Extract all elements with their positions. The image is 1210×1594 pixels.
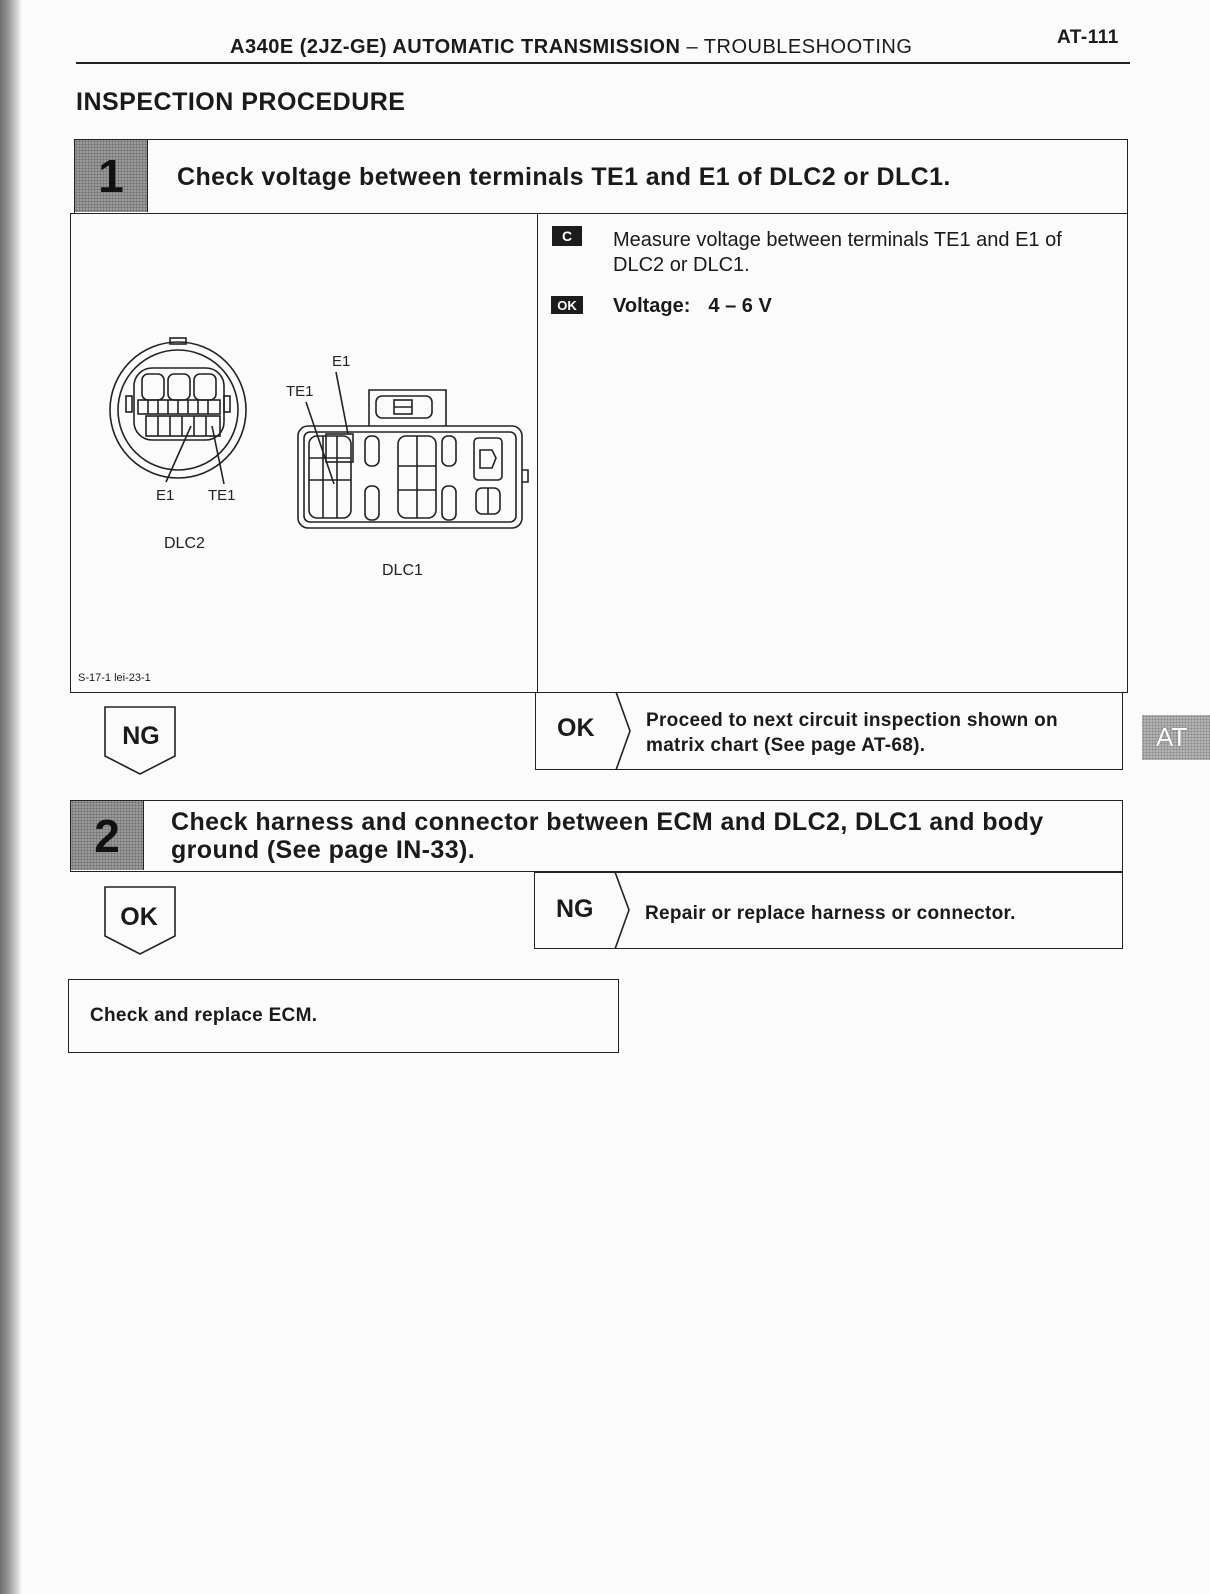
header-rule bbox=[76, 62, 1130, 64]
step1-title: Check voltage between terminals TE1 and E1 of DLC2 or DLC1. bbox=[177, 163, 951, 191]
step2-number-badge: 2 bbox=[71, 801, 144, 870]
step1-body-divider bbox=[537, 213, 538, 693]
final-action-text: Check and replace ECM. bbox=[90, 1005, 318, 1026]
step1-number-badge: 1 bbox=[75, 140, 148, 212]
step1-ok-chevron bbox=[614, 692, 634, 770]
dlc1-te1-label: TE1 bbox=[286, 383, 314, 400]
step1-ok-action: Proceed to next circuit inspection shown on matrix chart (See page AT-68). bbox=[646, 710, 1058, 756]
dlc2-name-label: DLC2 bbox=[164, 535, 205, 552]
step2-ng-action: Repair or replace harness or connector. bbox=[645, 903, 1016, 924]
dlc2-e1-label: E1 bbox=[156, 487, 175, 504]
step2-ng-label: NG bbox=[556, 895, 594, 923]
page-binding-shadow bbox=[0, 0, 22, 1594]
step1-ng-label: NG bbox=[122, 722, 160, 750]
dlc1-e1-label: E1 bbox=[332, 353, 351, 370]
connector-figure bbox=[76, 330, 536, 590]
section-side-tab: AT bbox=[1142, 715, 1210, 760]
page-number: AT-111 bbox=[1057, 27, 1119, 48]
figure-code: S-17-1 lei-23-1 bbox=[78, 672, 151, 684]
step2-ok-label: OK bbox=[120, 903, 158, 931]
dlc2-connector-drawing bbox=[110, 338, 246, 484]
step2-title: Check harness and connector between ECM and DLC2, DLC1 and body ground (See page IN-33). bbox=[171, 808, 1044, 864]
voltage-spec: Voltage: 4 – 6 V bbox=[613, 295, 772, 317]
ok-tag: OK bbox=[551, 296, 583, 314]
dlc1-name-label: DLC1 bbox=[382, 562, 423, 579]
check-tag: C bbox=[552, 226, 582, 246]
running-header: A340E (2JZ-GE) AUTOMATIC TRANSMISSION – TROUBLESHOOTING bbox=[230, 36, 913, 58]
dlc2-te1-label: TE1 bbox=[208, 487, 236, 504]
dlc1-connector-drawing bbox=[298, 372, 528, 528]
section-title: INSPECTION PROCEDURE bbox=[76, 88, 406, 116]
measure-instruction: Measure voltage between terminals TE1 and E1 of DLC2 or DLC1. bbox=[613, 229, 1062, 276]
step1-ok-label: OK bbox=[557, 714, 595, 742]
step2-ng-chevron bbox=[613, 872, 633, 949]
